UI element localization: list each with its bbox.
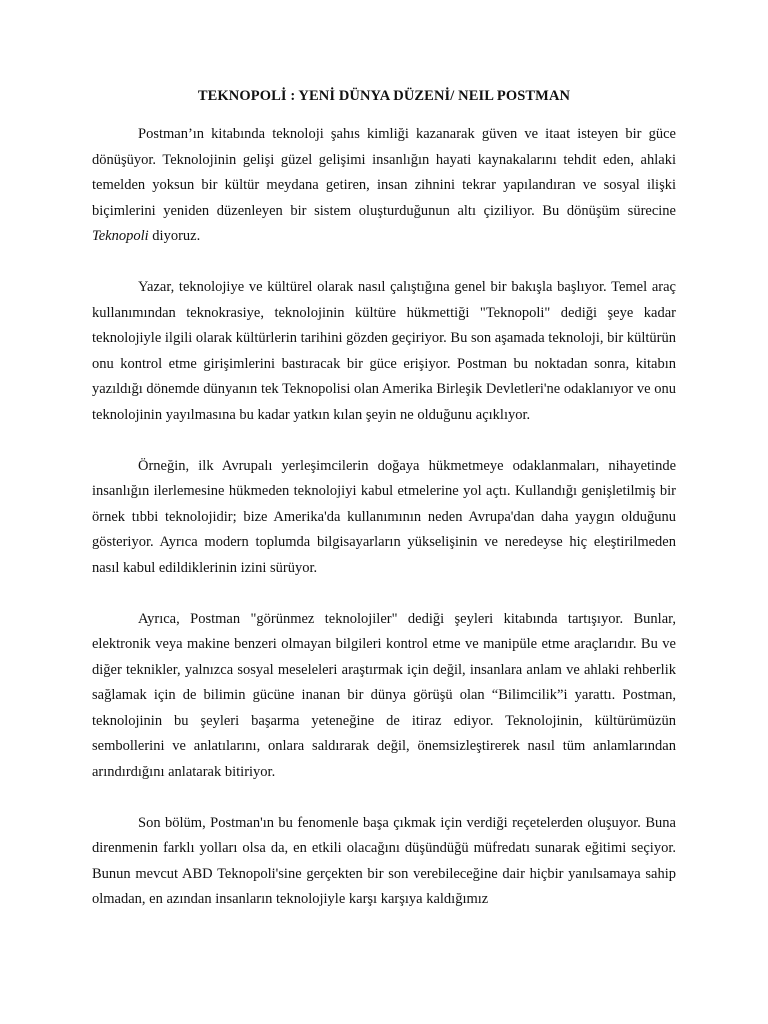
paragraph-1-ending: diyoruz. xyxy=(148,228,201,244)
paragraph-1 xyxy=(92,122,676,250)
document-title: TEKNOPOLİ : YENİ DÜNYA DÜZENİ/ NEIL POSTMAN xyxy=(197,88,571,104)
paragraph-1-italic-term: Teknopoli xyxy=(92,228,149,244)
paragraph-1-text: Postman’ın kitabında teknoloji şahıs kimliği kazanarak güven ve itaat isteyen bir güce dönüşüyor. Teknolojinin gelişi güzel gelişimi insanlığın hayati kaynakalarını tehdit eden, ahlaki temelden yoksun bir kültür meydana getiren, insan zihnini tekrar yapılandıran ve sosyal ilişki biçimlerini yeniden düzenleyen bir sistem oluşturduğunun altı çiziliyor. Bu dönüşüm sürecine xyxy=(92,126,676,219)
paragraph-3: Örneğin, ilk Avrupalı yerleşimcilerin doğaya hükmetmeye odaklanmaları, nihayetinde insanlığın ilerlemesine hükmeden teknolojiyi kabul etmelerine yol açtı. Kullandığı genişletilmiş bir örnek tıbbi teknolojidir; bize Amerika'da kullanımının neden Avrupa'dan daha yaygın olduğunu gösteriyor. Ayrıca modern toplumda bilgisayarların yükselişinin ve neredeyse hiç eleştirilmeden nasıl kabul edildiklerinin izini sürüyor. xyxy=(92,457,676,576)
document-body xyxy=(92,122,676,938)
paragraph-4: Ayrıca, Postman "görünmez teknolojiler" dediği şeyleri kitabında tartışıyor. Bunlar, elektronik veya makine benzeri olmayan bilgileri kontrol etme ve manipüle etme araçlarıdır. Bu ve diğer teknikler, yalnızca sosyal meseleleri araştırmak için değil, insanlara anlam ve ahlaki rehberlik sağlamak için de bilimin gücüne inanan bir dünya görüşü olan “Bilimcilik”i yarattı. Postman, teknolojinin bu şeyleri başarma yeteneğine de itiraz ediyor. Teknolojinin, kültürümüzün sembollerini ve anlatılarını, onlara saldırarak değil, önemsizleştirerek nasıl tüm anlamlarından arındırdığını anlatarak bitiriyor. xyxy=(92,610,676,780)
paragraph-5: Son bölüm, Postman'ın bu fenomenle başa çıkmak için verdiği reçetelerden oluşuyor. Buna direnmenin farklı yolları olsa da, en etkili olacağını düşündüğü müfredatı sunarak eğitimi seçiyor. Bunun mevcut ABD Teknopoli'sine gerçekten bir son verebileceğine dair hiçbir yanılsamaya sahip olmadan, en azından insanların teknolojiyle karşı karşıya kaldığımız xyxy=(92,814,676,907)
paragraph-2: Yazar, teknolojiye ve kültürel olarak nasıl çalıştığına genel bir bakışla başlıyor. Temel araç kullanımından teknokrasiye, teknolojinin kültüre hükmettiği "Teknopoli" dediği şeye kadar teknolojiyle ilgili olarak kültürlerin tarihini gözden geçiriyor. Bu son aşamada teknoloji, bir kültürün onu kontrol etme girişimlerini bastıracak bir güce erişiyor. Postman bu noktadan sonra, kitabın yazıldığı dönemde dünyanın tek Teknopolisi olan Amerika Birleşik Devletleri'ne odaklanıyor ve onu teknolojinin yayılmasına bu kadar yatkın kılan şeyin ne olduğunu açıklıyor. xyxy=(92,279,676,423)
